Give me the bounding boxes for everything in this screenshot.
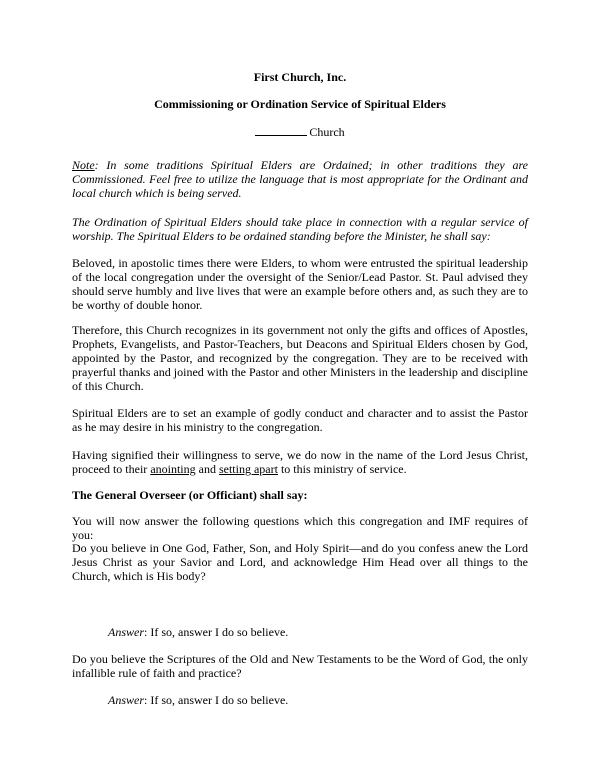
note-paragraph — [72, 158, 528, 200]
answer-text: : If so, answer I do so believe. — [144, 625, 289, 639]
answer-2 — [108, 693, 528, 707]
beloved-paragraph: Beloved, in apostolic times there were Elders, to whom were entrusted the spiritual leadership of the local congregation under the oversight of the Senior/Lead Pastor. St. Paul advised they should serve humbly and live lives that were an example before others and, as such they are to be worthy of double honor. — [72, 256, 528, 312]
answer-label: Answer — [108, 625, 144, 639]
ordination-instruction: The Ordination of Spiritual Elders should take place in connection with a regular service of worship. The Spiritual Elders to be ordained standing before the Minister, he shall say: — [72, 215, 528, 243]
having-text: Having signified their willingness to serve, we do now in the name of the Lord Jesus Christ, proceed to their — [72, 448, 528, 476]
answer-label: Answer — [108, 693, 144, 707]
note-label: Note — [72, 158, 95, 172]
having-text-end: to this ministry of service. — [277, 462, 407, 476]
question-1: Do you believe in One God, Father, Son, and Holy Spirit—and do you confess anew the Lord Jesus Christ as your Savior and Lord, and acknowledge Him Head over all things to the Church, which is His body? — [72, 541, 528, 583]
document-title: First Church, Inc. — [253, 70, 347, 84]
church-name-line — [72, 124, 528, 139]
having-text-mid: and — [195, 462, 219, 476]
answer-1 — [108, 625, 528, 639]
anointing-text: anointing — [150, 462, 196, 476]
setting-apart-text: setting apart — [218, 462, 278, 476]
document-subtitle: Commissioning or Ordination Service of Spiritual Elders — [154, 97, 446, 111]
note-text: : In some traditions Spiritual Elders are Ordained; in other traditions they are Commissioned. Feel free to utilize the language that is most appropriate for the Ordinant and local church which is being served. — [72, 158, 528, 200]
answer-text: : If so, answer I do so believe. — [144, 693, 289, 707]
church-label: Church — [309, 125, 345, 139]
spiritual-elders-paragraph: Spiritual Elders are to set an example of godly conduct and character and to assist the Pastor as he may desire in his ministry to the congregation. — [72, 406, 528, 434]
questions-intro: You will now answer the following questions which this congregation and IMF requires of you: — [72, 514, 528, 542]
having-paragraph — [72, 448, 528, 476]
therefore-paragraph: Therefore, this Church recognizes in its government not only the gifts and offices of Apostles, Prophets, Evangelists, and Pastor-Teachers, but Deacons and Spiritual Elders chosen by God, appointed by the Pastor, and recognized by the congregation. They are to be received with prayerful thanks and joined with the Pastor and other Ministers in the leadership and discipline of this Church. — [72, 323, 528, 393]
overseer-heading: The General Overseer (or Officiant) shall say: — [72, 488, 308, 502]
church-name-blank — [255, 124, 307, 136]
question-2: Do you believe the Scriptures of the Old and New Testaments to be the Word of God, the only infallible rule of faith and practice? — [72, 652, 528, 680]
